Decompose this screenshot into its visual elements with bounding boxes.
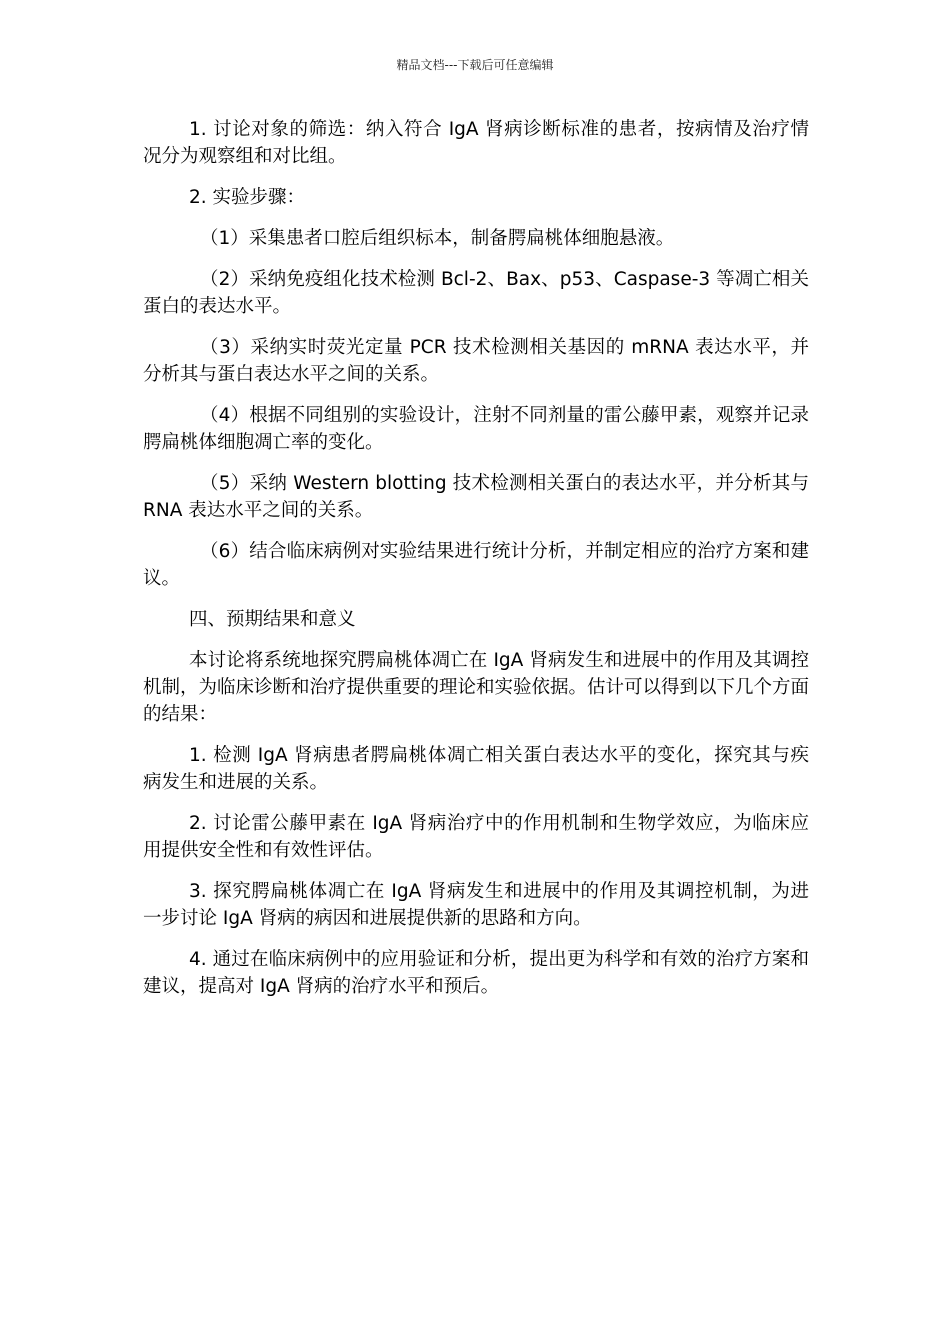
paragraph-result-3: 3. 探究腭扁桃体凋亡在 IgA 肾病发生和进展中的作用及其调控机制，为进一步讨论 IgA 肾病的病因和进展提供新的思路和方向。 [143, 881, 809, 929]
page-header: 精品文档---下载后可任意编辑 [396, 58, 554, 72]
section-heading-expected-results: 四、预期结果和意义 [189, 609, 356, 630]
paragraph-expected-intro: 本讨论将系统地探究腭扁桃体凋亡在 IgA 肾病发生和进展中的作用及其调控机制，为临床诊断和治疗提供重要的理论和实验依据。估计可以得到以下几个方面的结果： [143, 650, 810, 725]
paragraph-step-5: （5）采纳 Western blotting 技术检测相关蛋白的表达水平，并分析其与 RNA 表达水平之间的关系。 [143, 473, 809, 521]
paragraph-step-2: （2）采纳免疫组化技术检测 Bcl-2、Bax、p53、Caspase-3 等凋亡相关蛋白的表达水平。 [143, 269, 809, 317]
paragraph-subjects: 1. 讨论对象的筛选：纳入符合 IgA 肾病诊断标准的患者，按病情及治疗情况分为观察组和对比组。 [143, 119, 809, 167]
paragraph-step-6: （6）结合临床病例对实验结果进行统计分析，并制定相应的治疗方案和建议。 [143, 541, 809, 589]
paragraph-step-1: （1）采集患者口腔后组织标本，制备腭扁桃体细胞悬液。 [200, 228, 675, 249]
paragraph-step-4: （4）根据不同组别的实验设计，注射不同剂量的雷公藤甲素，观察并记录腭扁桃体细胞凋亡率的变化。 [143, 405, 809, 453]
paragraph-step-3: （3）采纳实时荧光定量 PCR 技术检测相关基因的 mRNA 表达水平，并分析其与蛋白表达水平之间的关系。 [143, 337, 809, 385]
paragraph-result-2: 2. 讨论雷公藤甲素在 IgA 肾病治疗中的作用机制和生物学效应，为临床应用提供安全性和有效性评估。 [143, 813, 809, 861]
paragraph-steps-heading: 2. 实验步骤： [189, 187, 306, 208]
paragraph-result-1: 1. 检测 IgA 肾病患者腭扁桃体凋亡相关蛋白表达水平的变化，探究其与疾病发生和进展的关系。 [143, 745, 809, 793]
document-body [143, 116, 809, 1014]
paragraph-result-4: 4. 通过在临床病例中的应用验证和分析，提出更为科学和有效的治疗方案和建议，提高对 IgA 肾病的治疗水平和预后。 [143, 949, 809, 997]
